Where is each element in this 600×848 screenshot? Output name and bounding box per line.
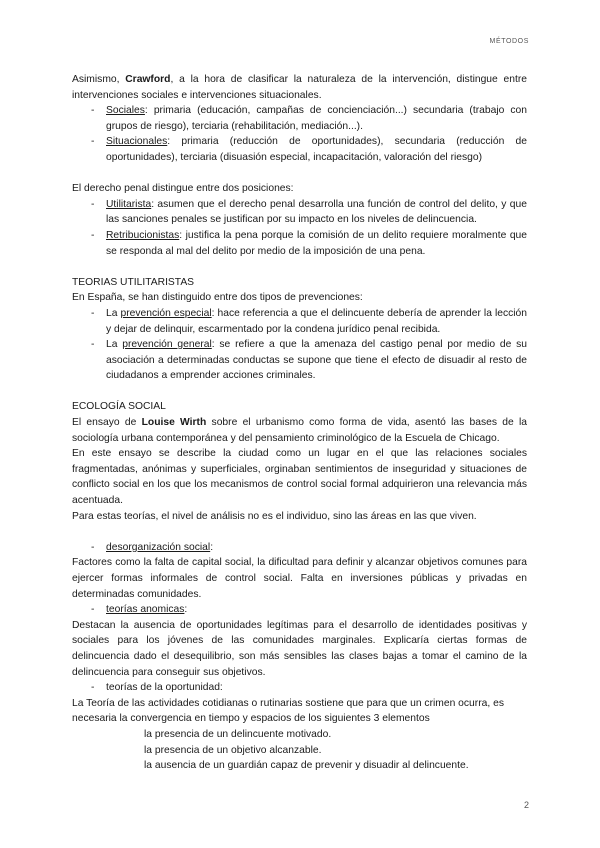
text: sobre el urbanismo como forma de vida, asentó las bases de la sociología urbana contemporánea y del pensamiento criminológico de la Escuela de Chicago.	[72, 417, 528, 444]
text: : primaria (reducción de oportunidades), secundaria (reducción de oportunidades), terciaria (disuasión especial, incapacitación, valoración del riesgo)	[106, 136, 527, 163]
list-item	[72, 197, 527, 228]
text: El ensayo de	[72, 417, 142, 429]
text: La	[106, 307, 121, 319]
term: teorías de la oportunidad:	[106, 682, 223, 694]
text: : justifica la pena porque la comisión de un delito requiere moralmente que se responda al mal del delito por medio de la imposición de una pena.	[106, 229, 527, 257]
text: La	[106, 339, 123, 351]
paragraph-penal: El derecho penal distingue entre dos posiciones:	[72, 183, 294, 195]
list-item	[72, 337, 527, 384]
list-item	[72, 228, 527, 259]
term: Situacionales	[106, 136, 168, 148]
dash-bullet: -	[91, 198, 95, 210]
paragraph-wirth	[72, 415, 527, 446]
text: : asumen que el derecho penal desarrolla una función de control del delito, y que las sanciones penales se justifican por su impacto en los niveles de delincuencia.	[106, 198, 527, 226]
running-header: MÉTODOS	[489, 38, 529, 45]
term: Retribucionistas	[106, 229, 180, 241]
document-body	[72, 72, 527, 774]
author-name: Louise Wirth	[141, 417, 207, 429]
paragraph: Factores como la falta de capital social, la dificultad para definir y alcanzar objetivos comunes para ejercer formas informales de control social. Falta en inversiones públicas y privadas en determinadas comunidades.	[72, 557, 527, 600]
paragraph-prevenciones: En España, se han distinguido entre dos tipos de prevenciones:	[72, 292, 363, 304]
dash-bullet: -	[91, 682, 95, 694]
element-item: la presencia de un delincuente motivado.	[144, 728, 332, 740]
list-item	[72, 103, 527, 134]
paragraph: En este ensayo se describe la ciudad como un lugar en el que las relaciones sociales fragmentadas, anónimas y superficiales, orginaban sentimientos de inseguridad y situaciones de conflicto social en los que los mecanismos de control social formal adquirieron una relevancia más acentuada.	[72, 448, 527, 507]
section-heading: ECOLOGÍA SOCIAL	[72, 401, 166, 413]
text: :	[210, 541, 214, 553]
author-name: Crawford	[125, 74, 171, 85]
list-item	[72, 680, 527, 696]
term: Sociales	[106, 105, 145, 117]
text: : primaria (educación, campañas de concienciación...) secundaria (trabajo con grupos de riesgo), terciaria (rehabilitación, mediación...).	[106, 105, 527, 132]
text: Asimismo,	[72, 74, 126, 85]
term: teorías anomicas	[106, 604, 185, 616]
element-item: la presencia de un objetivo alcanzable.	[144, 744, 322, 756]
paragraph: Para estas teorías, el nivel de análisis no es el individuo, sino las áreas en las que viven.	[72, 510, 477, 522]
dash-bullet: -	[91, 307, 95, 319]
text: : se refiere a que la amenaza del castigo penal por medio de su asociación a determinadas conductas se supone que tiene el efecto de disuadir al resto de ciudadanos a emprender acciones criminales.	[106, 339, 527, 382]
list-item	[72, 540, 527, 556]
list-item	[72, 134, 527, 165]
dash-bullet: -	[91, 541, 95, 553]
term: prevención especial	[120, 307, 212, 319]
section-heading: TEORIAS UTILITARISTAS	[72, 276, 195, 288]
list-item	[72, 306, 527, 337]
text: , a la hora de clasificar la naturaleza de la intervención, distingue entre intervenciones sociales e intervenciones situacionales.	[72, 74, 527, 101]
text: : hace referencia a que el delincuente debería de aprender la lección y dejar de delinquir, escarmentado por la condena jurídico penal recibida.	[106, 307, 527, 335]
dash-bullet: -	[91, 136, 95, 148]
element-item: la ausencia de un guardián capaz de prevenir y disuadir al delincuente.	[144, 760, 469, 772]
list-item	[72, 602, 527, 618]
text: :	[184, 604, 188, 616]
term: Utilitarista	[106, 198, 152, 210]
paragraph: Destacan la ausencia de oportunidades legítimas para el desarrollo de identidades positivas y sociales para los jóvenes de las comunidades marginales. Explicaría ciertas formas de delincuencia dado el desequilibrio, son más sensibles las clases bajas a tomar el camino de la delincuencia para conseguir sus objetivos.	[72, 619, 527, 678]
term: desorganización social	[106, 541, 211, 553]
page-number: 2	[523, 800, 529, 810]
term: prevención general	[122, 339, 212, 351]
dash-bullet: -	[91, 105, 95, 117]
paragraph: La Teoría de las actividades cotidianas o rutinarias sostiene que para que un crimen ocurra, es necesaria la convergencia en tiempo y espacios de los siguientes 3 elementos	[72, 697, 504, 725]
dash-bullet: -	[91, 229, 95, 241]
dash-bullet: -	[91, 339, 95, 351]
dash-bullet: -	[91, 604, 95, 616]
paragraph-crawford	[72, 72, 527, 103]
